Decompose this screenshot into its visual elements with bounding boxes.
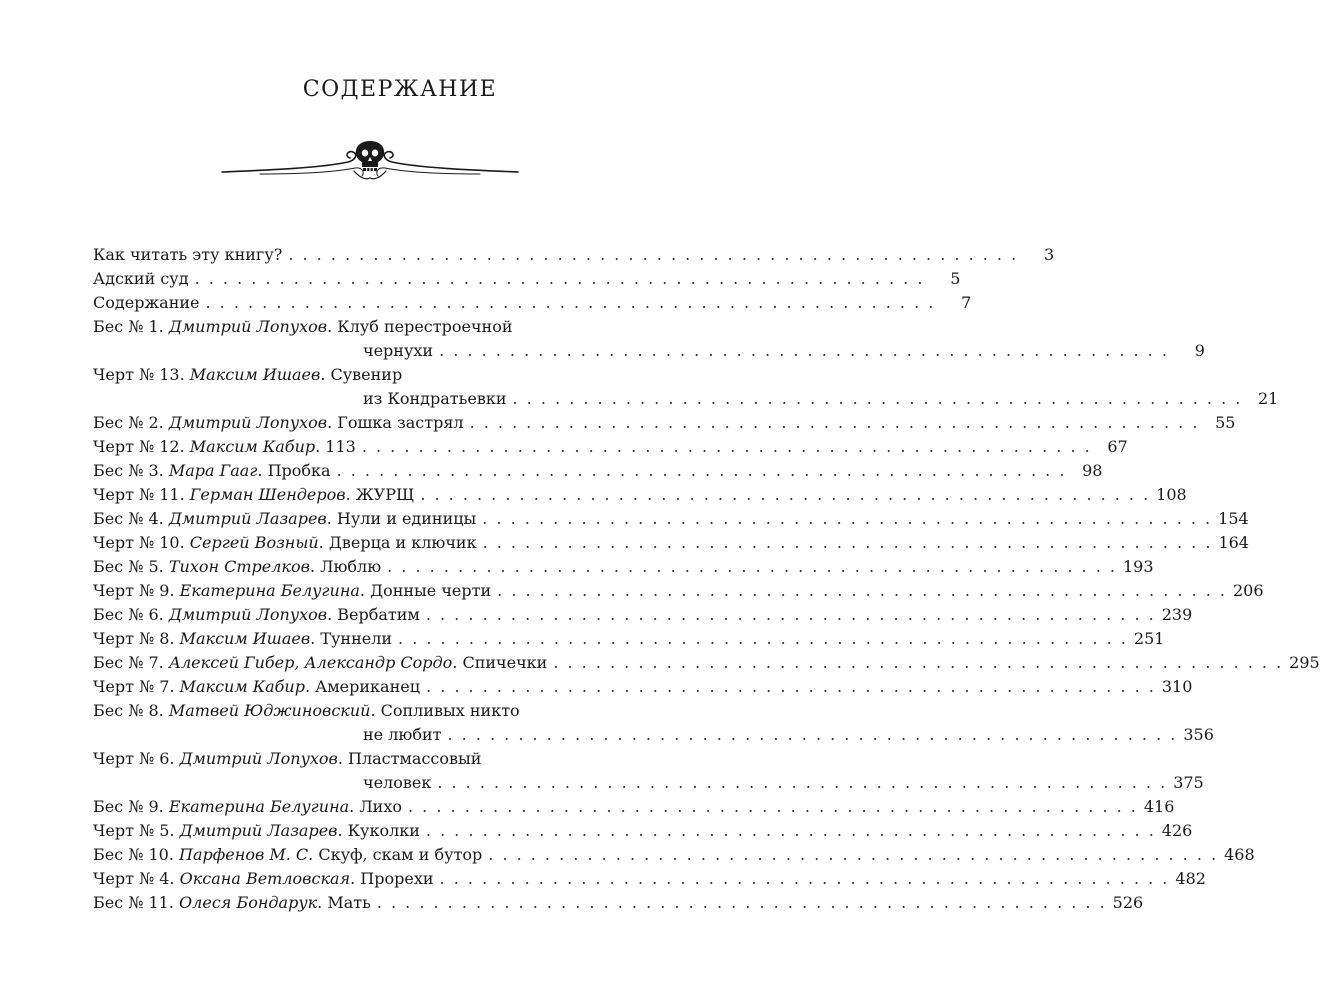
dot-leader: . . . . . . . . . . . . . . . . . . . . . . . . . . . . . . . . . . . . . . . . . . . . . . . . . . . . <box>482 509 1213 528</box>
toc-entry-label: Адский суд <box>93 269 189 288</box>
dot-leader: . . . . . . . . . . . . . . . . . . . . . . . . . . . . . . . . . . . . . . . . . . . . . . . . . . . . <box>482 533 1213 552</box>
dot-leader: . . . . . . . . . . . . . . . . . . . . . . . . . . . . . . . . . . . . . . . . . . . . . . . . . . . . <box>425 821 1156 840</box>
toc-entry <box>93 363 643 387</box>
toc-entry-title <box>93 291 200 315</box>
toc-page-number: 154 <box>1218 509 1249 528</box>
toc-entry-title <box>93 795 402 819</box>
dot-leader: . . . . . . . . . . . . . . . . . . . . . . . . . . . . . . . . . . . . . . . . . . . . . . . . . . . . <box>205 293 936 312</box>
toc-page-number: 526 <box>1112 893 1144 912</box>
toc-entry-author: Парфенов М. С. <box>179 845 314 864</box>
toc-entry-story: . Мать <box>317 893 371 912</box>
toc-entry-title <box>93 747 481 771</box>
toc-entry-author: Герман Шендеров <box>189 485 346 504</box>
toc-entry-label: Бес № 8. <box>93 701 164 720</box>
toc-entry <box>93 507 1249 531</box>
toc-entry <box>93 483 1187 507</box>
toc-page-number: 193 <box>1122 557 1154 576</box>
toc-entry-title <box>93 555 381 579</box>
toc-entry <box>93 243 1055 267</box>
toc-entry-author: Максим Кабир <box>179 677 305 696</box>
toc-entry-author: Максим Кабир <box>189 437 316 456</box>
toc-entry <box>93 267 961 291</box>
toc-entry-label: Черт № 4. <box>93 869 175 888</box>
dot-leader: . . . . . . . . . . . . . . . . . . . . . . . . . . . . . . . . . . . . . . . . . . . . . . . . . . . . <box>420 485 1151 504</box>
dot-leader: . . . . . . . . . . . . . . . . . . . . . . . . . . . . . . . . . . . . . . . . . . . . . . . . . . . . <box>288 245 1019 264</box>
toc-entry <box>93 291 972 315</box>
toc-entry-title <box>93 699 520 723</box>
toc-entry-label: Черт № 10. <box>93 533 185 552</box>
toc-entry-story: . Американец <box>304 677 421 696</box>
dot-leader: . . . . . . . . . . . . . . . . . . . . . . . . . . . . . . . . . . . . . . . . . . . . . . . . . . . . <box>439 341 1169 360</box>
toc-entry-title <box>93 267 189 291</box>
toc-entry <box>93 819 1193 843</box>
toc-entry-label: Бес № 3. <box>93 461 164 480</box>
toc-entry-label: Содержание <box>93 293 200 312</box>
toc-entry-author: Тихон Стрелков <box>168 557 310 576</box>
toc-entry-story: . Сопливых никто <box>370 701 520 720</box>
toc-page-number: 468 <box>1224 845 1255 864</box>
dot-leader: . . . . . . . . . . . . . . . . . . . . . . . . . . . . . . . . . . . . . . . . . . . . . . . . . . . . <box>426 677 1156 696</box>
toc-entry-title <box>93 627 392 651</box>
toc-entry-continuation <box>93 771 1204 795</box>
toc-page-number: 7 <box>961 293 972 312</box>
toc-entry-story: . Гошка застрял <box>327 413 464 432</box>
toc-entry <box>93 891 1144 915</box>
toc-entry-story: . Вербатим <box>327 605 420 624</box>
toc-entry-title <box>93 363 402 387</box>
toc-entry-author: Оксана Ветловская <box>179 869 351 888</box>
toc-entry <box>93 675 1193 699</box>
toc-page-number: 310 <box>1161 677 1193 696</box>
toc-entry-title <box>93 315 512 339</box>
toc-entry-title <box>93 579 491 603</box>
toc-entry-author: Олеся Бондарук <box>179 893 318 912</box>
toc-entry-label: Бес № 4. <box>93 509 164 528</box>
toc-entry-author: Максим Ишаев <box>189 365 321 384</box>
toc-entry-author: Дмитрий Лопухов <box>168 605 328 624</box>
toc-entry <box>93 435 1128 459</box>
toc-entry-story: Скуф, скам и бутор <box>313 845 483 864</box>
toc-entry-label: Черт № 6. <box>93 749 175 768</box>
toc-page-number: 98 <box>1082 461 1103 480</box>
toc-entry-story: . Сувенир <box>320 365 403 384</box>
toc-entry <box>93 651 1320 675</box>
toc-entry-author: Матвей Юджиновский <box>168 701 371 720</box>
toc-page-number: 9 <box>1194 341 1205 360</box>
page-title: СОДЕРЖАНИЕ <box>302 76 498 102</box>
toc-entry-author: Дмитрий Лазарев <box>168 509 327 528</box>
toc-entry-label: Бес № 1. <box>93 317 164 336</box>
dot-leader: . . . . . . . . . . . . . . . . . . . . . . . . . . . . . . . . . . . . . . . . . . . . . . . . . . . . <box>469 413 1200 432</box>
toc-page-number: 375 <box>1173 773 1204 792</box>
toc-entry <box>93 555 1154 579</box>
dot-leader: . . . . . . . . . . . . . . . . . . . . . . . . . . . . . . . . . . . . . . . . . . . . . . . . . . . . <box>488 845 1219 864</box>
toc-entry-title <box>93 891 371 915</box>
toc-entry-label: Черт № 5. <box>93 821 175 840</box>
toc-entry-story: . Лихо <box>349 797 402 816</box>
toc-entry-story: . Донные черти <box>359 581 492 600</box>
toc-entry-title <box>93 819 420 843</box>
skull-ornament-icon <box>220 138 520 188</box>
toc-entry-author: Дмитрий Лазарев <box>179 821 338 840</box>
toc-entry <box>93 747 643 771</box>
toc-page-number: 239 <box>1161 605 1193 624</box>
toc-page-number: 206 <box>1233 581 1264 600</box>
toc-entry-story-cont: чернухи <box>363 341 434 360</box>
toc-entry-story: . Куколки <box>337 821 420 840</box>
toc-entry-story: . Спичечки <box>452 653 548 672</box>
toc-entry-label: Как читать эту книгу? <box>93 245 283 264</box>
toc-entry-title <box>93 675 420 699</box>
toc-entry-story: . Клуб перестроечной <box>327 317 513 336</box>
toc-entry-title <box>93 243 282 267</box>
toc-page-number: 482 <box>1175 869 1206 888</box>
toc-entry-label: Бес № 10. <box>93 845 174 864</box>
toc-page-number: 21 <box>1258 389 1279 408</box>
toc-entry-title <box>93 843 482 867</box>
dot-leader: . . . . . . . . . . . . . . . . . . . . . . . . . . . . . . . . . . . . . . . . . . . . . . . . . . . . <box>398 629 1128 648</box>
toc-entry-label: Черт № 9. <box>93 581 175 600</box>
dot-leader: . . . . . . . . . . . . . . . . . . . . . . . . . . . . . . . . . . . . . . . . . . . . . . . . . . . . <box>447 725 1178 744</box>
toc-entry <box>93 315 643 339</box>
dot-leader: . . . . . . . . . . . . . . . . . . . . . . . . . . . . . . . . . . . . . . . . . . . . . . . . . . . . <box>336 461 1067 480</box>
toc-entry-author: Екатерина Белугина <box>179 581 360 600</box>
toc-page-number: 164 <box>1218 533 1249 552</box>
toc-entry <box>93 843 1255 867</box>
toc-entry-label: Черт № 8. <box>93 629 175 648</box>
toc-entry-story: . Прорехи <box>350 869 434 888</box>
toc-entry-author: Алексей Гибер, Александр Сордо <box>168 653 453 672</box>
toc-page-number: 108 <box>1156 485 1187 504</box>
dot-leader: . . . . . . . . . . . . . . . . . . . . . . . . . . . . . . . . . . . . . . . . . . . . . . . . . . . . <box>408 797 1138 816</box>
toc-entry-story: . 113 <box>315 437 356 456</box>
toc-entry-label: Бес № 7. <box>93 653 164 672</box>
toc-page-number: 55 <box>1215 413 1236 432</box>
toc-entry <box>93 579 1264 603</box>
table-of-contents <box>93 243 1320 915</box>
toc-page-number: 426 <box>1161 821 1193 840</box>
toc-entry-story: . Люблю <box>309 557 382 576</box>
toc-page-number: 416 <box>1143 797 1175 816</box>
toc-entry-continuation <box>93 339 1205 363</box>
dot-leader: . . . . . . . . . . . . . . . . . . . . . . . . . . . . . . . . . . . . . . . . . . . . . . . . . . . . <box>437 773 1168 792</box>
toc-entry-label: Бес № 9. <box>93 797 164 816</box>
toc-entry-title <box>93 483 414 507</box>
toc-entry-title <box>93 507 476 531</box>
toc-entry-title <box>93 651 547 675</box>
dot-leader: . . . . . . . . . . . . . . . . . . . . . . . . . . . . . . . . . . . . . . . . . . . . . . . . . . . . <box>512 389 1243 408</box>
toc-page-number: 5 <box>950 269 961 288</box>
toc-entry-story: . Пробка <box>257 461 331 480</box>
toc-entry-label: Бес № 2. <box>93 413 164 432</box>
toc-entry <box>93 411 1236 435</box>
toc-entry-story-cont: из Кондратьевки <box>363 389 507 408</box>
dot-leader: . . . . . . . . . . . . . . . . . . . . . . . . . . . . . . . . . . . . . . . . . . . . . . . . . . . . <box>194 269 925 288</box>
dot-leader: . . . . . . . . . . . . . . . . . . . . . . . . . . . . . . . . . . . . . . . . . . . . . . . . . . . . <box>425 605 1156 624</box>
toc-entry-author: Максим Ишаев <box>179 629 311 648</box>
dot-leader: . . . . . . . . . . . . . . . . . . . . . . . . . . . . . . . . . . . . . . . . . . . . . . . . . . . . <box>553 653 1284 672</box>
toc-entry-title <box>93 435 356 459</box>
dot-leader: . . . . . . . . . . . . . . . . . . . . . . . . . . . . . . . . . . . . . . . . . . . . . . . . . . . . <box>497 581 1227 600</box>
toc-entry <box>93 699 643 723</box>
toc-entry-continuation <box>93 723 1214 747</box>
toc-entry <box>93 603 1193 627</box>
toc-entry-author: Екатерина Белугина <box>168 797 350 816</box>
toc-entry-title <box>93 531 477 555</box>
toc-entry-author: Сергей Возный <box>189 533 319 552</box>
toc-entry-story: . Нули и единицы <box>326 509 477 528</box>
toc-entry-story: . ЖУРЩ <box>345 485 415 504</box>
toc-entry-author: Мара Гааг <box>168 461 258 480</box>
toc-entry-label: Бес № 11. <box>93 893 174 912</box>
toc-page-number: 67 <box>1107 437 1128 456</box>
toc-entry-label: Черт № 11. <box>93 485 185 504</box>
toc-entry <box>93 531 1249 555</box>
toc-page-number: 295 <box>1289 653 1320 672</box>
toc-entry-author: Дмитрий Лопухов <box>179 749 338 768</box>
toc-entry-label: Черт № 7. <box>93 677 175 696</box>
toc-entry-story: . Пластмассовый <box>337 749 482 768</box>
toc-entry-story: . Дверца и ключик <box>318 533 477 552</box>
toc-entry-label: Черт № 13. <box>93 365 185 384</box>
toc-entry <box>93 627 1165 651</box>
toc-entry <box>93 795 1175 819</box>
toc-entry-story: . Туннели <box>310 629 393 648</box>
toc-entry-label: Бес № 5. <box>93 557 164 576</box>
toc-entry-title <box>93 867 434 891</box>
toc-entry-author: Дмитрий Лопухов <box>168 413 328 432</box>
dot-leader: . . . . . . . . . . . . . . . . . . . . . . . . . . . . . . . . . . . . . . . . . . . . . . . . . . . . <box>361 437 1092 456</box>
toc-entry-author: Дмитрий Лопухов <box>168 317 328 336</box>
toc-entry <box>93 459 1103 483</box>
toc-page-number: 251 <box>1133 629 1165 648</box>
toc-entry-title <box>93 459 331 483</box>
dot-leader: . . . . . . . . . . . . . . . . . . . . . . . . . . . . . . . . . . . . . . . . . . . . . . . . . . . . <box>387 557 1117 576</box>
toc-page-number: 3 <box>1043 245 1055 264</box>
toc-entry-story-cont: не любит <box>363 725 442 744</box>
toc-entry-continuation <box>93 387 1279 411</box>
toc-page-number: 356 <box>1183 725 1214 744</box>
toc-entry <box>93 867 1206 891</box>
toc-entry-label: Черт № 12. <box>93 437 185 456</box>
toc-entry-title <box>93 411 464 435</box>
toc-entry-label: Бес № 6. <box>93 605 164 624</box>
toc-entry-story-cont: человек <box>363 773 432 792</box>
dot-leader: . . . . . . . . . . . . . . . . . . . . . . . . . . . . . . . . . . . . . . . . . . . . . . . . . . . . <box>376 893 1107 912</box>
toc-entry-title <box>93 603 420 627</box>
dot-leader: . . . . . . . . . . . . . . . . . . . . . . . . . . . . . . . . . . . . . . . . . . . . . . . . . . . . <box>439 869 1170 888</box>
